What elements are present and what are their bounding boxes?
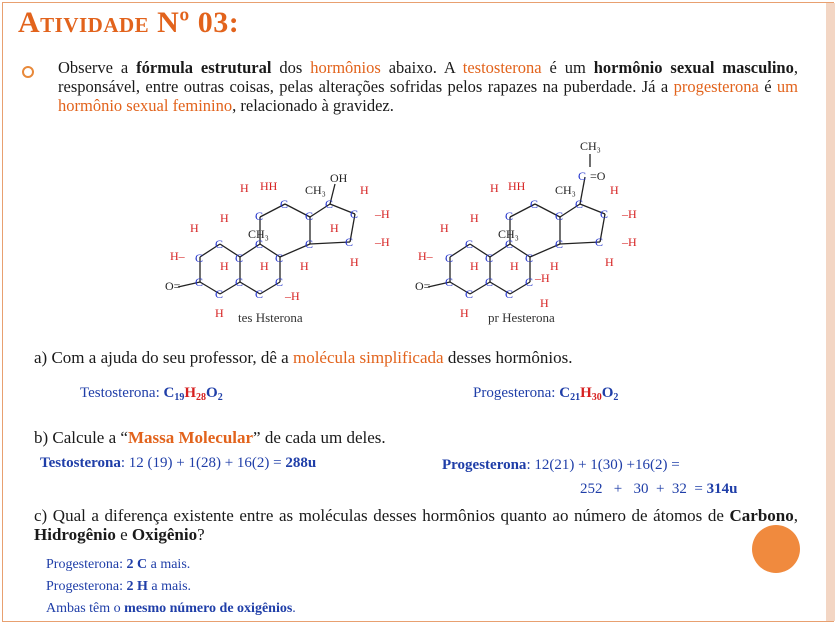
svg-text:H: H <box>240 181 249 195</box>
svg-text:H: H <box>330 221 339 235</box>
svg-text:OH: OH <box>330 171 348 185</box>
svg-text:C: C <box>195 251 204 265</box>
question-b <box>34 428 386 448</box>
svg-text:O=: O= <box>165 279 181 293</box>
svg-text:H: H <box>260 259 269 273</box>
testosterone-atoms <box>165 171 390 325</box>
answer-c-l2-tail: a mais. <box>147 579 192 594</box>
answer-a-proge-o-count: 2 <box>613 392 619 403</box>
svg-text:H: H <box>360 183 369 197</box>
svg-text:H: H <box>215 306 224 320</box>
intro-text-4: é um <box>541 58 594 77</box>
question-a <box>34 348 572 368</box>
svg-text:C: C <box>555 209 564 223</box>
svg-text:C: C <box>575 197 584 211</box>
intro-text-1: Observe a <box>58 58 137 77</box>
question-b-text-1: b) Calcule a “ <box>34 428 128 447</box>
answer-b-proge-label: Progesterona <box>442 457 527 473</box>
intro-text-3: abaixo. A <box>380 58 463 77</box>
intro-paragraph <box>58 58 798 115</box>
svg-text:H: H <box>470 211 479 225</box>
svg-text:H: H <box>440 221 449 235</box>
question-a-text-1: a) Com a ajuda do seu professor, dê a <box>34 348 293 367</box>
svg-text:C: C <box>530 197 539 211</box>
svg-text:H: H <box>490 181 499 195</box>
answer-a-proge-label: Progesterona: <box>473 385 560 401</box>
intro-bold-2: hormônio sexual masculino <box>593 58 794 77</box>
answer-c-l3-tail: . <box>292 601 296 616</box>
answer-a-progesterone <box>473 385 618 403</box>
svg-text:C: C <box>275 251 284 265</box>
question-c-bold-2: Hidrogênio <box>34 525 116 544</box>
svg-text:–H: –H <box>535 271 550 285</box>
svg-text:C: C <box>305 237 314 251</box>
question-c-bold-1: Carbono <box>729 506 794 525</box>
answer-a-proge-c: C <box>559 385 571 401</box>
svg-text:C: C <box>280 197 289 211</box>
answer-c <box>46 554 296 620</box>
svg-text:C: C <box>445 275 454 289</box>
question-a-highlight: molécula simplificada <box>292 348 444 367</box>
svg-text:HH: HH <box>508 179 526 193</box>
svg-text:H: H <box>460 306 469 320</box>
svg-text:–H: –H <box>622 207 637 221</box>
svg-text:H: H <box>610 183 619 197</box>
intro-hl-1: hormônios <box>310 58 381 77</box>
intro-text-6: é <box>758 77 777 96</box>
svg-text:C: C <box>195 275 204 289</box>
answer-a-testo-o: O <box>206 385 218 401</box>
question-b-text-2: ” de cada um deles. <box>253 428 386 447</box>
answer-c-line-2 <box>46 576 296 598</box>
answer-c-line-1 <box>46 554 296 576</box>
question-c-text-4: ? <box>197 525 205 544</box>
svg-text:=O: =O <box>590 169 606 183</box>
answer-b-testo-calc: : 12 (19) + 1(28) + 16(2) = <box>120 455 286 471</box>
svg-text:C: C <box>325 197 334 211</box>
svg-text:C: C <box>485 251 494 265</box>
answer-b-proge-line2: 252 + 30 + 32 = <box>580 481 707 497</box>
svg-text:H: H <box>220 211 229 225</box>
bullet-icon <box>22 66 34 78</box>
answer-a-testo-h-count: 28 <box>196 392 207 403</box>
answer-a-proge-o: O <box>601 385 614 401</box>
svg-text:H–: H– <box>418 249 433 263</box>
svg-text:CH₃: CH₃ <box>580 139 601 153</box>
svg-text:CH₃: CH₃ <box>498 227 519 241</box>
svg-text:C: C <box>525 251 534 265</box>
svg-text:C: C <box>215 287 224 301</box>
answer-a-proge-h-count: 30 <box>591 392 602 403</box>
answer-b-progesterone-line2 <box>580 481 737 498</box>
intro-text-5: , responsável, entre outras coisas, pelas alterações sofridas pelos rapazes na puberdade. Já a <box>58 58 798 96</box>
answer-a-testo-c-count: 19 <box>174 392 185 403</box>
svg-text:C: C <box>465 237 474 251</box>
question-c-bold-3: Oxigênio <box>131 525 198 544</box>
answer-b-testosterone <box>40 455 316 472</box>
intro-hl-4: um hormônio sexual feminino <box>58 77 798 115</box>
answer-b-progesterone <box>442 457 680 474</box>
intro-bold-1: fórmula estrutural <box>136 58 272 77</box>
answer-c-l2-label: Progesterona: <box>46 579 127 594</box>
svg-text:O=: O= <box>415 279 431 293</box>
testosterone-label: tes Hsterona <box>238 310 303 325</box>
answer-a-testo-label: Testosterona: <box>80 385 164 401</box>
question-a-text-2: desses hormônios. <box>443 348 573 367</box>
svg-text:CH₃: CH₃ <box>305 183 326 197</box>
progesterone-atoms <box>415 139 637 325</box>
svg-text:C: C <box>255 287 264 301</box>
question-c-text-3: e <box>115 525 132 544</box>
svg-text:H: H <box>510 259 519 273</box>
svg-text:C: C <box>525 275 534 289</box>
answer-c-l1-value: 2 C <box>126 557 148 572</box>
svg-text:C: C <box>505 287 514 301</box>
svg-text:C: C <box>595 235 604 249</box>
svg-text:H: H <box>550 259 559 273</box>
svg-text:C: C <box>465 287 474 301</box>
svg-text:C: C <box>555 237 564 251</box>
answer-a-testo-c: C <box>163 385 175 401</box>
svg-text:H: H <box>350 255 359 269</box>
svg-text:C: C <box>215 237 224 251</box>
answer-c-l2-value: 2 H <box>126 579 148 594</box>
answer-c-l3-label: Ambas têm o <box>46 601 125 616</box>
answer-b-testo-label: Testosterona <box>40 455 121 471</box>
progesterone-label: pr Hesterona <box>488 310 555 325</box>
svg-text:H: H <box>605 255 614 269</box>
svg-text:C: C <box>505 237 514 251</box>
svg-text:–H: –H <box>285 289 300 303</box>
svg-text:CH₃: CH₃ <box>248 227 269 241</box>
answer-a-testo-o-count: 2 <box>217 392 223 403</box>
svg-text:C: C <box>485 275 494 289</box>
slide-title: Atividade Nº 03: <box>18 6 240 39</box>
answer-c-line-3 <box>46 598 296 620</box>
svg-text:–H: –H <box>375 235 390 249</box>
svg-text:C: C <box>350 207 359 221</box>
svg-text:C: C <box>275 275 284 289</box>
svg-text:C: C <box>578 169 587 183</box>
svg-text:–H: –H <box>375 207 390 221</box>
question-b-highlight: Massa Molecular <box>127 428 254 447</box>
intro-hl-3: progesterona <box>673 77 759 96</box>
svg-text:C: C <box>445 251 454 265</box>
svg-text:H: H <box>300 259 309 273</box>
slide-right-bar <box>826 3 835 621</box>
answer-a-proge-c-count: 21 <box>570 392 581 403</box>
svg-text:H: H <box>540 296 549 310</box>
question-c-text-1: c) Qual a diferença existente entre as moléculas desses hormônios quanto ao número de átomos de <box>34 506 730 525</box>
svg-text:H: H <box>190 221 199 235</box>
answer-b-proge-calc: : 12(21) + 1(30) +16(2) = <box>526 457 680 473</box>
svg-text:H: H <box>220 259 229 273</box>
answer-c-l3-value: mesmo número de oxigênios <box>124 601 293 616</box>
answer-c-l1-tail: a mais. <box>147 557 191 572</box>
decorative-orange-circle <box>752 525 800 573</box>
svg-text:C: C <box>255 209 264 223</box>
svg-text:–H: –H <box>622 235 637 249</box>
svg-text:H–: H– <box>170 249 185 263</box>
answer-b-testo-result: 288u <box>285 455 317 471</box>
answer-a-testo-h: H <box>184 385 197 401</box>
question-c <box>34 506 798 544</box>
svg-text:C: C <box>345 235 354 249</box>
svg-text:C: C <box>235 275 244 289</box>
answer-c-l1-label: Progesterona: <box>46 557 127 572</box>
question-c-text-2: , <box>793 506 798 525</box>
structural-formulas-diagram <box>160 132 660 332</box>
answer-a-testosterone <box>80 385 223 403</box>
svg-text:C: C <box>505 209 514 223</box>
answer-b-proge-result: 314u <box>706 481 738 497</box>
svg-text:CH₃: CH₃ <box>555 183 576 197</box>
svg-text:C: C <box>305 209 314 223</box>
answer-a-proge-h: H <box>580 385 592 401</box>
intro-text-7: , relacionado à gravidez. <box>232 96 394 115</box>
svg-text:C: C <box>600 207 609 221</box>
svg-text:C: C <box>255 237 264 251</box>
intro-hl-2: testosterona <box>462 58 542 77</box>
svg-text:HH: HH <box>260 179 278 193</box>
svg-text:C: C <box>235 251 244 265</box>
intro-text-2: dos <box>271 58 311 77</box>
svg-text:H: H <box>470 259 479 273</box>
